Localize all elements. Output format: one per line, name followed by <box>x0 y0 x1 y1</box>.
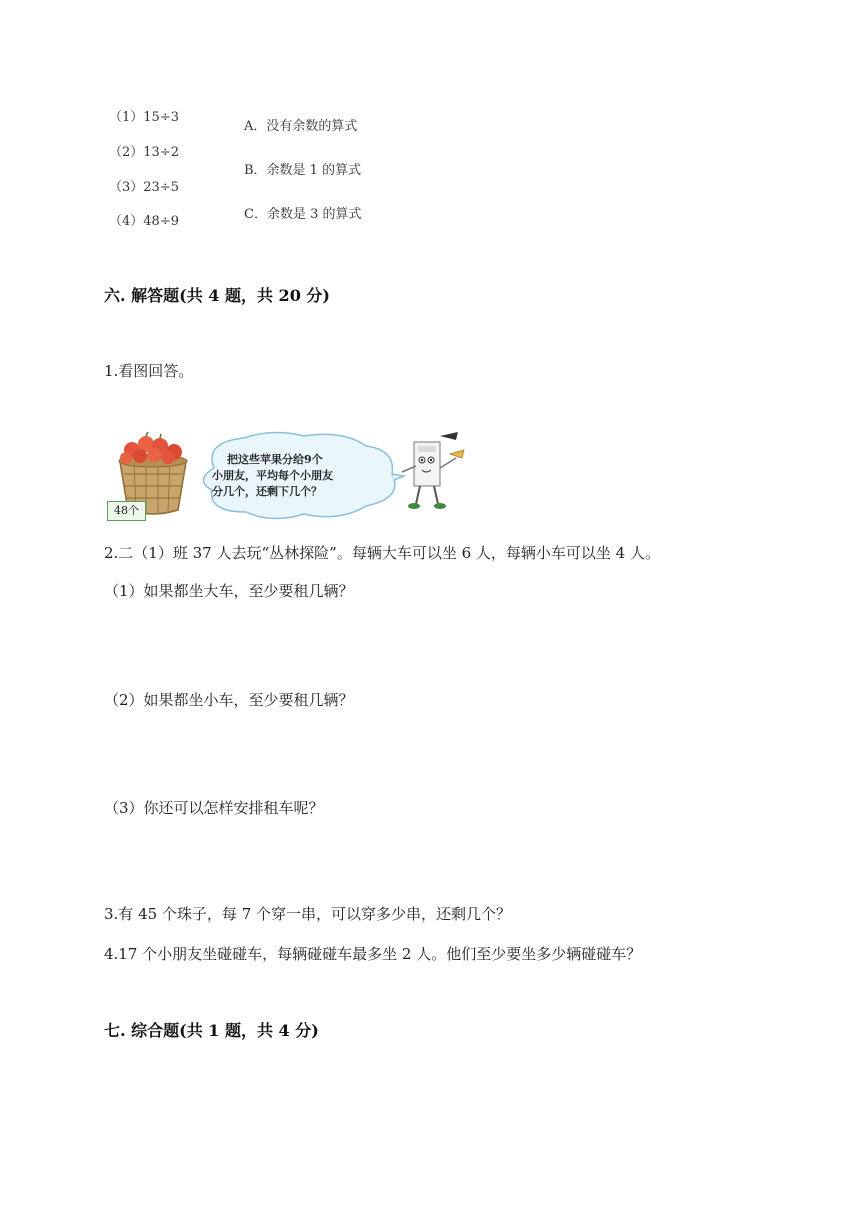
question-3: 3.有 45 个珠子，每 7 个穿一串，可以穿多少串，还剩几个？ <box>104 905 512 923</box>
match-left-4: （4）48÷9 <box>109 214 179 229</box>
question-2-sub-3: （3）你还可以怎样安排租车呢？ <box>104 799 324 817</box>
question-2-sub-2: （2）如果都坐小车，至少要租几辆？ <box>104 691 354 709</box>
match-right-b: B．余数是 1 的算式 <box>244 163 362 178</box>
bubble-line-3: 分几个，还剩下几个？ <box>212 485 322 498</box>
match-left-1: （1）15÷3 <box>109 110 179 125</box>
section7-title: 七. 综合题(共 1 题，共 4 分) <box>104 1021 319 1040</box>
match-left-2: （2）13÷2 <box>109 145 179 160</box>
match-right-a: A．没有余数的算式 <box>244 119 358 134</box>
question-4: 4.17 个小朋友坐碰碰车，每辆碰碰车最多坐 2 人。他们至少要坐多少辆碰碰车？ <box>104 945 642 963</box>
section6-title: 六. 解答题(共 4 题，共 20 分) <box>104 286 330 305</box>
book-character-icon <box>402 432 464 509</box>
match-left-3: （3）23÷5 <box>109 180 179 195</box>
bubble-line-1: 把这些苹果分给9个 <box>227 453 323 466</box>
match-right-c: C．余数是 3 的算式 <box>244 207 362 222</box>
question-1: 1.看图回答。 <box>104 362 194 380</box>
question-2: 2.二（1）班 37 人去玩“丛林探险”。每辆大车可以坐 6 人，每辆小车可以坐 4 人。 <box>104 544 660 562</box>
apple-icons <box>120 432 182 464</box>
bubble-line-2: 小朋友，平均每个小朋友 <box>212 469 333 482</box>
basket-label: 48个 <box>107 501 146 521</box>
question-2-sub-1: （1）如果都坐大车，至少要租几辆？ <box>104 582 354 600</box>
